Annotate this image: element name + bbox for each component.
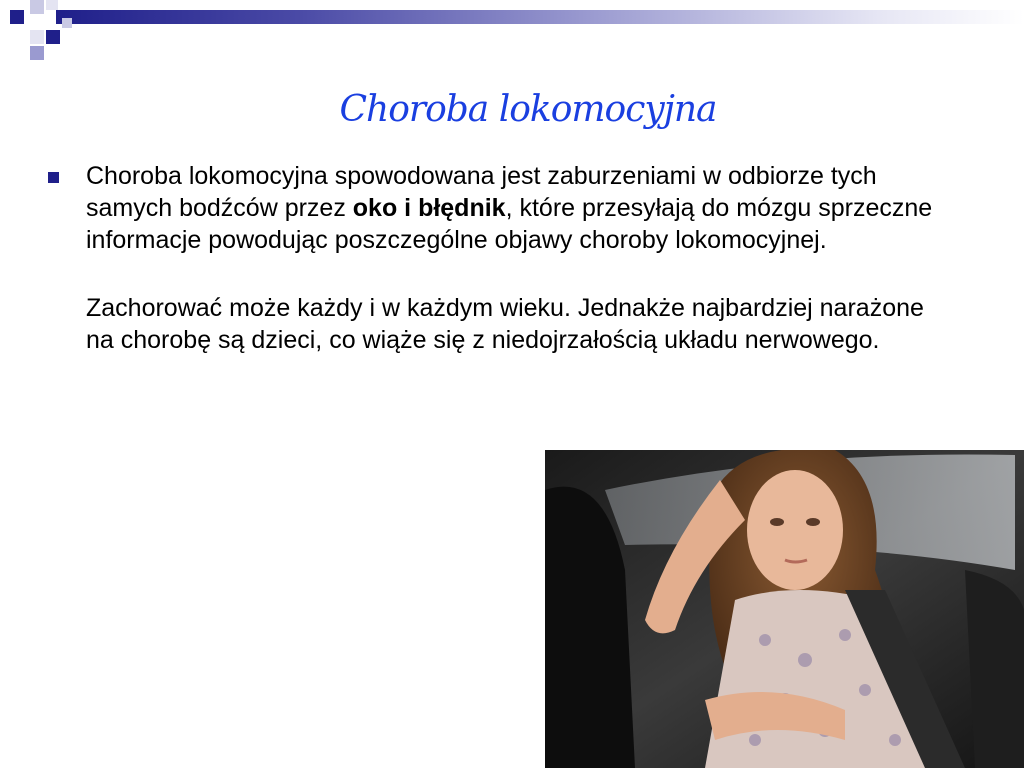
slide-content xyxy=(48,160,948,356)
decor-square xyxy=(10,10,24,24)
slide-title: Choroba lokomocyjna xyxy=(339,89,717,130)
decor-square xyxy=(46,0,58,10)
child-in-car-photo xyxy=(545,450,1024,768)
bullet-item xyxy=(48,160,948,256)
decor-square xyxy=(30,46,44,60)
header-band xyxy=(56,10,1024,24)
paragraph-1-text-a: Choroba lokomocyjna spowodowana jest zaburzeniami w odbiorze tych samych bodźców przez xyxy=(86,162,877,222)
decor-square xyxy=(46,30,60,44)
paragraph-1 xyxy=(86,160,948,256)
paragraph-2: Zachorować może każdy i w każdym wieku. Jednakże najbardziej narażone na chorobę są dzieci, co wiąże się z niedojrzałością układu nerwowego. xyxy=(86,294,924,354)
paragraph-1-bold: oko i błędnik xyxy=(352,194,506,222)
decor-square xyxy=(62,18,72,28)
square-bullet-icon xyxy=(48,172,59,183)
decor-square xyxy=(30,0,44,14)
decor-square xyxy=(30,30,44,44)
photo-illustration xyxy=(545,450,1024,768)
paragraph-1-text-b: , które przesyłają do mózgu sprzeczne informacje powodując poszczególne objawy choroby lokomocyjnej. xyxy=(86,194,933,254)
